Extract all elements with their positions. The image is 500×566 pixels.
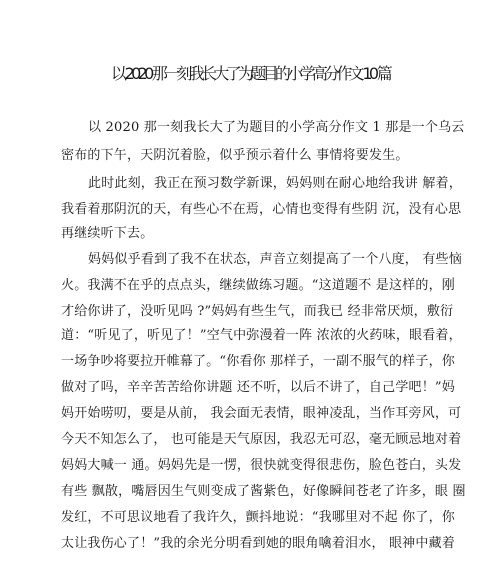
- paragraph-line-10: 一场争吵将要拉开帷幕了。“你看你 那样子，一副不服气的样子，你: [61, 354, 455, 369]
- paragraph-line-9: 道：“听见了，听见了！”空气中弥漫着一阵 浓浓的火药味，眼看着，: [61, 328, 462, 343]
- paragraph-line-1: 以 2020 那一刻我长大了为题目的小学高分作文 1 那是一个乌云: [88, 120, 465, 135]
- paragraph-line-2: 密布的下午，天阴沉着脸，似乎预示着什么 事情将要发生。: [61, 148, 409, 163]
- paragraph-line-6: 妈妈似乎看到了我不在状态，声音立刻提高了一个八度， 有些恼: [88, 252, 462, 267]
- paragraph-line-3: 此时此刻，我正在预习数学新课，妈妈则在耐心地给我讲 解着，: [88, 176, 462, 191]
- paragraph-line-8: 才给你讲了，没听见吗 ?”妈妈有些生气，而我已 经非常厌烦，敷衍: [61, 304, 454, 319]
- paragraph-line-4: 我看着那阴沉的天，有些心不在焉，心情也变得有些阴 沉，没有心思: [61, 202, 462, 217]
- paragraph-line-7: 火。我满不在乎的点点头，继续做练习题。“这道题不 是这样的，刚: [61, 278, 455, 293]
- paragraph-line-5: 再继续听下去。: [61, 226, 154, 241]
- paragraph-line-16: 发红，不可思议地看了我许久，颤抖地说：“我哪里对不起 你了，你: [61, 510, 455, 525]
- document-title: 以 2020 那一刻我长大了为题目的小学高分作文 10 篇: [110, 64, 390, 83]
- paragraph-line-13: 今天不知怎么了， 也可能是天气原因，我忍无可忍，毫无顾忌地对着: [61, 432, 462, 447]
- paragraph-line-14: 妈妈大喊一 通。妈妈先是一愣，很快就变得很悲伤，脸色苍白，头发: [61, 458, 462, 473]
- paragraph-line-17: 太让我伤心了！”我的余光分明看到她的眼角噙着泪水， 眼神中藏着: [61, 536, 455, 551]
- paragraph-line-11: 做对了吗，辛辛苦苦给你讲题 还不听，以后不讲了，自己学吧！”妈: [61, 380, 455, 395]
- paragraph-line-12: 妈开始唠叨，要是从前， 我会面无表情，眼神凌乱，当作耳旁风，可: [61, 406, 462, 421]
- paragraph-line-15: 有些 飘散，嘴唇因生气则变成了酱紫色，好像瞬间苍老了许多，眼 圈: [61, 484, 466, 499]
